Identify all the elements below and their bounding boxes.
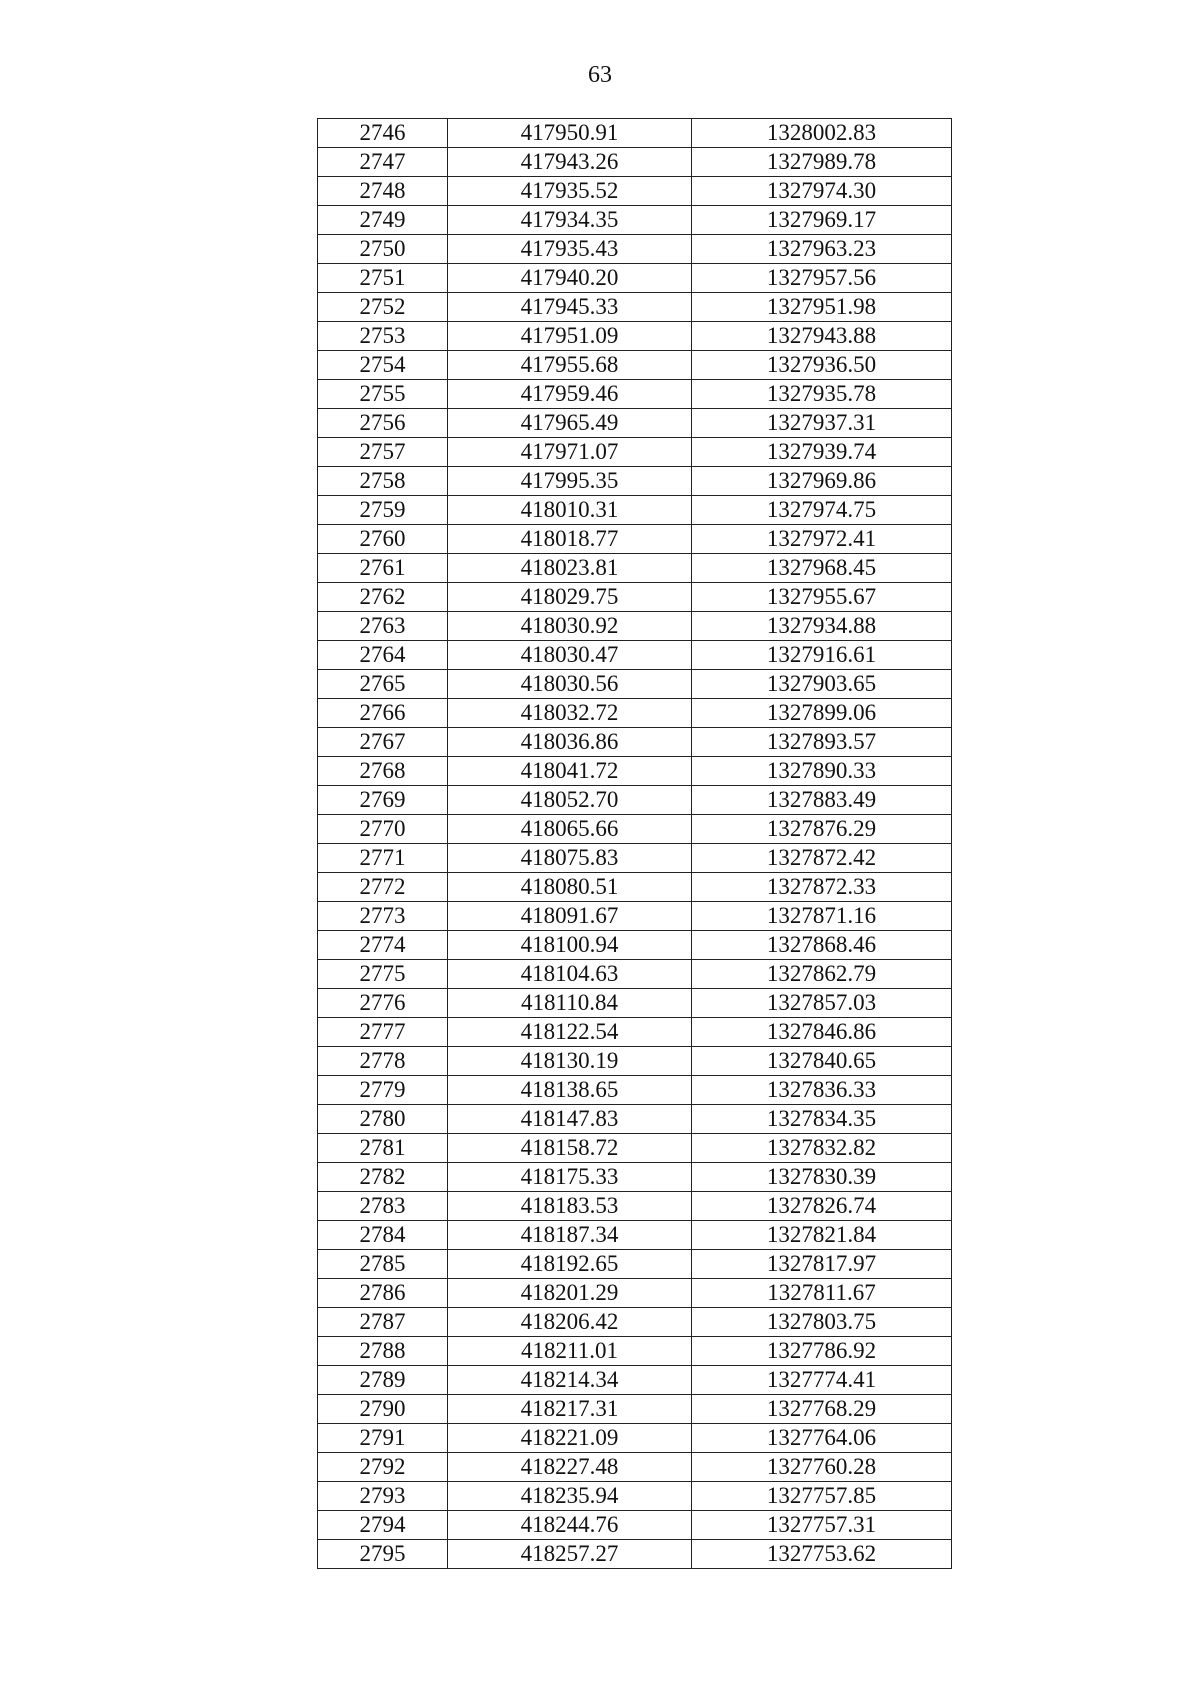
x-coordinate-cell: 418030.92 [448, 612, 692, 641]
table-row [318, 438, 952, 467]
y-coordinate-cell: 1327830.39 [692, 1163, 952, 1192]
y-coordinate-cell: 1327811.67 [692, 1279, 952, 1308]
table-row [318, 554, 952, 583]
point-number-cell: 2788 [318, 1337, 448, 1366]
x-coordinate-cell: 418183.53 [448, 1192, 692, 1221]
y-coordinate-cell: 1327757.85 [692, 1482, 952, 1511]
table-row [318, 1366, 952, 1395]
point-number-cell: 2789 [318, 1366, 448, 1395]
table-row [318, 1453, 952, 1482]
point-number-cell: 2793 [318, 1482, 448, 1511]
point-number-cell: 2748 [318, 177, 448, 206]
point-number-cell: 2778 [318, 1047, 448, 1076]
coordinates-table [317, 118, 952, 1569]
point-number-cell: 2753 [318, 322, 448, 351]
point-number-cell: 2777 [318, 1018, 448, 1047]
y-coordinate-cell: 1327876.29 [692, 815, 952, 844]
x-coordinate-cell: 418030.56 [448, 670, 692, 699]
coordinates-table-body [318, 119, 952, 1569]
table-row [318, 1279, 952, 1308]
point-number-cell: 2752 [318, 293, 448, 322]
x-coordinate-cell: 418010.31 [448, 496, 692, 525]
table-row [318, 1511, 952, 1540]
table-row [318, 322, 952, 351]
table-row [318, 1308, 952, 1337]
point-number-cell: 2760 [318, 525, 448, 554]
y-coordinate-cell: 1327935.78 [692, 380, 952, 409]
table-row [318, 728, 952, 757]
point-number-cell: 2791 [318, 1424, 448, 1453]
point-number-cell: 2759 [318, 496, 448, 525]
point-number-cell: 2787 [318, 1308, 448, 1337]
y-coordinate-cell: 1328002.83 [692, 119, 952, 148]
y-coordinate-cell: 1327846.86 [692, 1018, 952, 1047]
x-coordinate-cell: 417971.07 [448, 438, 692, 467]
table-row [318, 902, 952, 931]
table-row [318, 1337, 952, 1366]
point-number-cell: 2764 [318, 641, 448, 670]
x-coordinate-cell: 417950.91 [448, 119, 692, 148]
x-coordinate-cell: 418041.72 [448, 757, 692, 786]
y-coordinate-cell: 1327826.74 [692, 1192, 952, 1221]
table-row [318, 844, 952, 873]
point-number-cell: 2770 [318, 815, 448, 844]
x-coordinate-cell: 418187.34 [448, 1221, 692, 1250]
y-coordinate-cell: 1327936.50 [692, 351, 952, 380]
point-number-cell: 2750 [318, 235, 448, 264]
x-coordinate-cell: 418217.31 [448, 1395, 692, 1424]
x-coordinate-cell: 418100.94 [448, 931, 692, 960]
y-coordinate-cell: 1327760.28 [692, 1453, 952, 1482]
point-number-cell: 2747 [318, 148, 448, 177]
point-number-cell: 2766 [318, 699, 448, 728]
point-number-cell: 2765 [318, 670, 448, 699]
y-coordinate-cell: 1327821.84 [692, 1221, 952, 1250]
point-number-cell: 2790 [318, 1395, 448, 1424]
y-coordinate-cell: 1327974.30 [692, 177, 952, 206]
point-number-cell: 2763 [318, 612, 448, 641]
y-coordinate-cell: 1327969.17 [692, 206, 952, 235]
x-coordinate-cell: 417940.20 [448, 264, 692, 293]
x-coordinate-cell: 418201.29 [448, 1279, 692, 1308]
y-coordinate-cell: 1327989.78 [692, 148, 952, 177]
x-coordinate-cell: 418065.66 [448, 815, 692, 844]
point-number-cell: 2795 [318, 1540, 448, 1569]
y-coordinate-cell: 1327764.06 [692, 1424, 952, 1453]
x-coordinate-cell: 417943.26 [448, 148, 692, 177]
y-coordinate-cell: 1327836.33 [692, 1076, 952, 1105]
x-coordinate-cell: 418104.63 [448, 960, 692, 989]
table-row [318, 1540, 952, 1569]
point-number-cell: 2767 [318, 728, 448, 757]
table-row [318, 177, 952, 206]
y-coordinate-cell: 1327862.79 [692, 960, 952, 989]
point-number-cell: 2755 [318, 380, 448, 409]
y-coordinate-cell: 1327871.16 [692, 902, 952, 931]
y-coordinate-cell: 1327955.67 [692, 583, 952, 612]
x-coordinate-cell: 418206.42 [448, 1308, 692, 1337]
point-number-cell: 2775 [318, 960, 448, 989]
table-row [318, 206, 952, 235]
x-coordinate-cell: 418235.94 [448, 1482, 692, 1511]
x-coordinate-cell: 418211.01 [448, 1337, 692, 1366]
x-coordinate-cell: 418257.27 [448, 1540, 692, 1569]
table-row [318, 119, 952, 148]
x-coordinate-cell: 417935.43 [448, 235, 692, 264]
y-coordinate-cell: 1327972.41 [692, 525, 952, 554]
table-row [318, 467, 952, 496]
point-number-cell: 2780 [318, 1105, 448, 1134]
point-number-cell: 2774 [318, 931, 448, 960]
point-number-cell: 2783 [318, 1192, 448, 1221]
table-row [318, 699, 952, 728]
point-number-cell: 2786 [318, 1279, 448, 1308]
y-coordinate-cell: 1327857.03 [692, 989, 952, 1018]
table-row [318, 148, 952, 177]
x-coordinate-cell: 417959.46 [448, 380, 692, 409]
x-coordinate-cell: 418175.33 [448, 1163, 692, 1192]
table-row [318, 931, 952, 960]
x-coordinate-cell: 417951.09 [448, 322, 692, 351]
point-number-cell: 2746 [318, 119, 448, 148]
point-number-cell: 2769 [318, 786, 448, 815]
y-coordinate-cell: 1327817.97 [692, 1250, 952, 1279]
y-coordinate-cell: 1327974.75 [692, 496, 952, 525]
table-row [318, 1424, 952, 1453]
table-row [318, 409, 952, 438]
x-coordinate-cell: 418158.72 [448, 1134, 692, 1163]
y-coordinate-cell: 1327899.06 [692, 699, 952, 728]
point-number-cell: 2757 [318, 438, 448, 467]
point-number-cell: 2771 [318, 844, 448, 873]
table-row [318, 670, 952, 699]
table-row [318, 960, 952, 989]
point-number-cell: 2776 [318, 989, 448, 1018]
x-coordinate-cell: 418018.77 [448, 525, 692, 554]
x-coordinate-cell: 418075.83 [448, 844, 692, 873]
x-coordinate-cell: 418244.76 [448, 1511, 692, 1540]
table-row [318, 1163, 952, 1192]
point-number-cell: 2762 [318, 583, 448, 612]
y-coordinate-cell: 1327774.41 [692, 1366, 952, 1395]
y-coordinate-cell: 1327893.57 [692, 728, 952, 757]
table-row [318, 1134, 952, 1163]
x-coordinate-cell: 418130.19 [448, 1047, 692, 1076]
point-number-cell: 2792 [318, 1453, 448, 1482]
y-coordinate-cell: 1327937.31 [692, 409, 952, 438]
y-coordinate-cell: 1327969.86 [692, 467, 952, 496]
table-row [318, 583, 952, 612]
x-coordinate-cell: 418052.70 [448, 786, 692, 815]
y-coordinate-cell: 1327957.56 [692, 264, 952, 293]
table-row [318, 1482, 952, 1511]
y-coordinate-cell: 1327872.33 [692, 873, 952, 902]
y-coordinate-cell: 1327903.65 [692, 670, 952, 699]
x-coordinate-cell: 417934.35 [448, 206, 692, 235]
point-number-cell: 2751 [318, 264, 448, 293]
y-coordinate-cell: 1327939.74 [692, 438, 952, 467]
x-coordinate-cell: 418091.67 [448, 902, 692, 931]
y-coordinate-cell: 1327934.88 [692, 612, 952, 641]
x-coordinate-cell: 418192.65 [448, 1250, 692, 1279]
point-number-cell: 2779 [318, 1076, 448, 1105]
table-row [318, 786, 952, 815]
x-coordinate-cell: 417965.49 [448, 409, 692, 438]
y-coordinate-cell: 1327757.31 [692, 1511, 952, 1540]
x-coordinate-cell: 417955.68 [448, 351, 692, 380]
x-coordinate-cell: 418227.48 [448, 1453, 692, 1482]
y-coordinate-cell: 1327943.88 [692, 322, 952, 351]
table-row [318, 496, 952, 525]
x-coordinate-cell: 418147.83 [448, 1105, 692, 1134]
x-coordinate-cell: 418214.34 [448, 1366, 692, 1395]
table-row [318, 293, 952, 322]
x-coordinate-cell: 418221.09 [448, 1424, 692, 1453]
point-number-cell: 2761 [318, 554, 448, 583]
table-row [318, 351, 952, 380]
x-coordinate-cell: 418110.84 [448, 989, 692, 1018]
x-coordinate-cell: 417935.52 [448, 177, 692, 206]
point-number-cell: 2756 [318, 409, 448, 438]
x-coordinate-cell: 418023.81 [448, 554, 692, 583]
table-row [318, 757, 952, 786]
point-number-cell: 2781 [318, 1134, 448, 1163]
table-row [318, 1047, 952, 1076]
table-row [318, 873, 952, 902]
y-coordinate-cell: 1327768.29 [692, 1395, 952, 1424]
table-row [318, 1221, 952, 1250]
y-coordinate-cell: 1327963.23 [692, 235, 952, 264]
x-coordinate-cell: 418138.65 [448, 1076, 692, 1105]
point-number-cell: 2768 [318, 757, 448, 786]
y-coordinate-cell: 1327840.65 [692, 1047, 952, 1076]
table-row [318, 1250, 952, 1279]
x-coordinate-cell: 417945.33 [448, 293, 692, 322]
point-number-cell: 2794 [318, 1511, 448, 1540]
table-row [318, 989, 952, 1018]
point-number-cell: 2772 [318, 873, 448, 902]
x-coordinate-cell: 418080.51 [448, 873, 692, 902]
point-number-cell: 2758 [318, 467, 448, 496]
table-row [318, 1076, 952, 1105]
table-row [318, 815, 952, 844]
y-coordinate-cell: 1327883.49 [692, 786, 952, 815]
table-row [318, 641, 952, 670]
table-row [318, 1192, 952, 1221]
x-coordinate-cell: 418122.54 [448, 1018, 692, 1047]
y-coordinate-cell: 1327868.46 [692, 931, 952, 960]
y-coordinate-cell: 1327872.42 [692, 844, 952, 873]
table-row [318, 235, 952, 264]
point-number-cell: 2782 [318, 1163, 448, 1192]
table-row [318, 525, 952, 554]
table-row [318, 1395, 952, 1424]
y-coordinate-cell: 1327832.82 [692, 1134, 952, 1163]
x-coordinate-cell: 418036.86 [448, 728, 692, 757]
y-coordinate-cell: 1327968.45 [692, 554, 952, 583]
point-number-cell: 2785 [318, 1250, 448, 1279]
point-number-cell: 2749 [318, 206, 448, 235]
table-row [318, 264, 952, 293]
y-coordinate-cell: 1327890.33 [692, 757, 952, 786]
x-coordinate-cell: 417995.35 [448, 467, 692, 496]
point-number-cell: 2773 [318, 902, 448, 931]
y-coordinate-cell: 1327786.92 [692, 1337, 952, 1366]
y-coordinate-cell: 1327916.61 [692, 641, 952, 670]
x-coordinate-cell: 418032.72 [448, 699, 692, 728]
x-coordinate-cell: 418029.75 [448, 583, 692, 612]
table-row [318, 1105, 952, 1134]
y-coordinate-cell: 1327834.35 [692, 1105, 952, 1134]
page-number: 63 [588, 62, 612, 88]
x-coordinate-cell: 418030.47 [448, 641, 692, 670]
y-coordinate-cell: 1327753.62 [692, 1540, 952, 1569]
point-number-cell: 2784 [318, 1221, 448, 1250]
table-row [318, 612, 952, 641]
y-coordinate-cell: 1327951.98 [692, 293, 952, 322]
point-number-cell: 2754 [318, 351, 448, 380]
table-row [318, 1018, 952, 1047]
y-coordinate-cell: 1327803.75 [692, 1308, 952, 1337]
table-row [318, 380, 952, 409]
